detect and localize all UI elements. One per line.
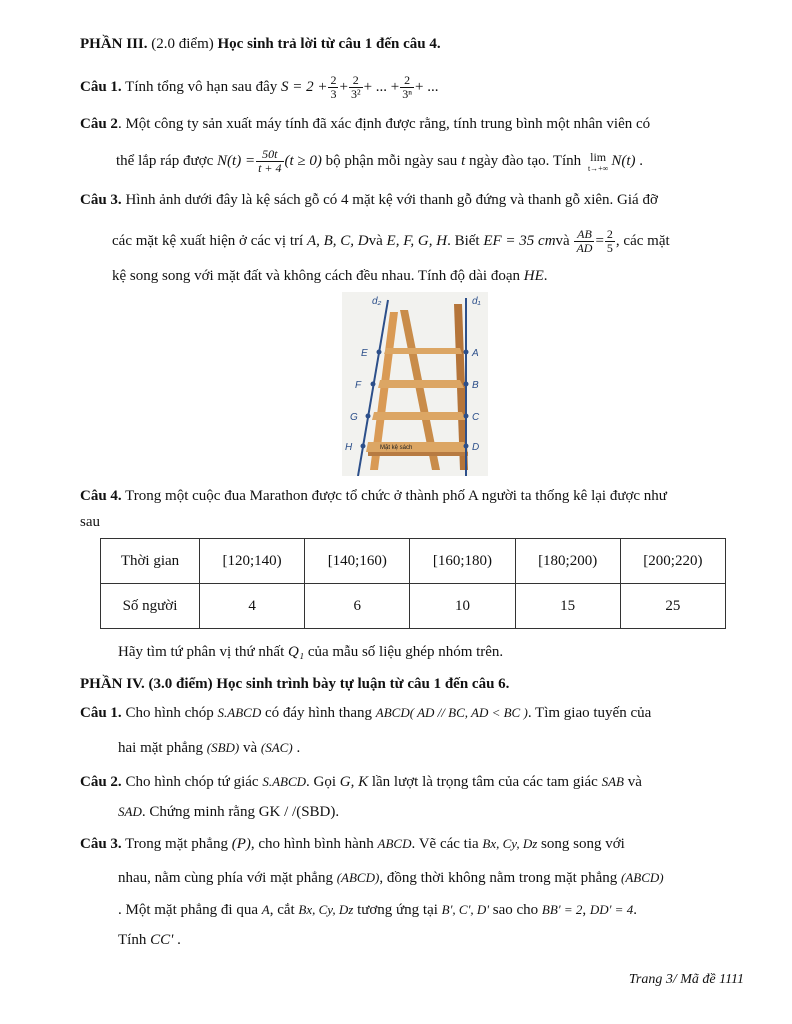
question-text: lần lượt là trọng tâm của các tam giác — [371, 774, 598, 790]
domain-condition: (t ≥ 0) — [284, 152, 322, 169]
question-2-line-1 — [80, 114, 650, 134]
question-text: . Một mặt phẳng đi qua — [118, 902, 258, 918]
conjunction: và — [627, 774, 642, 790]
points-gk: G, K — [339, 774, 369, 790]
question-text: hai mặt phẳng — [118, 740, 203, 756]
p4-question-3-line-3 — [118, 900, 637, 920]
question-text: Tính — [118, 932, 147, 948]
question-4-line-1 — [80, 486, 667, 506]
p4-question-1-line-2 — [118, 738, 300, 758]
conjunction: và — [242, 740, 258, 756]
parallelogram-name: ABCD — [377, 836, 412, 851]
trapezoid-condition: ABCD( AD // BC, AD < BC ) — [375, 705, 528, 720]
triangle-sad: SAD — [118, 804, 142, 819]
segment-he: HE — [523, 268, 544, 284]
series-dots: + ... + — [363, 78, 400, 95]
table-cell: [160;180) — [410, 539, 515, 584]
question-text: có đáy hình thang — [264, 705, 373, 721]
label-d1: d₁ — [472, 296, 481, 307]
label-H: H — [345, 442, 353, 453]
question-3-line-3 — [112, 266, 548, 286]
punctuation: . — [296, 740, 301, 756]
function-fraction: $\frac{50t}{t + 4}$ — [258, 147, 282, 175]
table-row — [101, 584, 726, 629]
question-text: , cho hình bình hành — [250, 836, 374, 852]
question-text: , cắt — [269, 902, 295, 918]
fraction-term-2: $\frac{2}{\text{3²}}$ — [350, 73, 361, 101]
question-text: tương ứng tại — [357, 902, 438, 918]
limit-operator: lim t→+∞ — [587, 149, 609, 173]
punctuation: . — [177, 932, 181, 948]
triangle-sab: SAB — [601, 774, 624, 789]
limit-function: N(t) — [611, 152, 636, 169]
table-cell: [120;140) — [200, 539, 305, 584]
function-name: N(t) = — [217, 152, 256, 169]
part3-heading — [80, 34, 441, 54]
punctuation: . — [639, 152, 644, 169]
table-cell: 4 — [200, 584, 305, 629]
question-label: Câu 1. — [80, 78, 122, 95]
page-footer: Trang 3/ Mã đề 1111 — [628, 972, 744, 987]
part3-points: (2.0 điểm) — [151, 36, 214, 52]
variable-t: t — [461, 152, 466, 169]
rays: Bx, Cy, Dz — [298, 902, 354, 917]
fraction-term-n: $\frac{2}{\text{3ⁿ}}$ — [402, 73, 413, 101]
bookshelf-figure — [342, 292, 488, 476]
bb-length: BB' = 2 — [541, 902, 583, 917]
label-A: A — [472, 348, 479, 359]
question-text: Trong mặt phẳng — [125, 836, 228, 852]
p4-question-1-line-1 — [80, 703, 651, 723]
question-text: Hình ảnh dưới đây là kệ sách gỗ có 4 mặt kệ với thanh gỗ đứng và thanh gỗ xiên. Giá đỡ — [125, 192, 658, 208]
table-cell: [200;220) — [620, 539, 725, 584]
question-text: các mặt kệ xuất hiện ở các vị trí — [112, 232, 304, 249]
bookshelf-illustration — [342, 292, 488, 476]
question-text: song song với — [541, 836, 625, 852]
part4-heading — [80, 674, 509, 694]
question-text: kệ song song với mặt đất và không cách đều nhau. Tính độ dài đoạn — [112, 268, 520, 284]
plane-p: (P) — [231, 836, 251, 852]
question-text: ngày đào tạo. Tính — [468, 152, 582, 169]
ef-length: EF = 35 cm — [483, 232, 556, 249]
question-text: . Biết — [447, 232, 480, 249]
p4-question-2-line-2 — [118, 802, 339, 822]
label-F: F — [355, 380, 362, 391]
ratio-value: $\frac{2}{5}$ — [606, 227, 613, 255]
question-label: Câu 1. — [80, 705, 122, 721]
question-4-task — [118, 642, 503, 662]
plane-sbd: (SBD) — [206, 740, 240, 755]
question-text: , các mặt — [615, 232, 670, 249]
point-a: A — [261, 902, 270, 917]
table-header-time: Thời gian — [101, 539, 200, 584]
points-bcd-prime: B', C', D' — [441, 902, 490, 917]
question-label: Câu 4. — [80, 488, 122, 504]
p4-question-3-line-1 — [80, 834, 625, 854]
shelf-3 — [372, 412, 466, 420]
question-label: Câu 2. — [80, 774, 122, 790]
question-4-line-2: sau — [80, 514, 100, 530]
question-text: Cho hình chóp tứ giác — [125, 774, 259, 790]
plane-sac: (SAC) — [260, 740, 293, 755]
question-text: Tính tổng vô hạn sau đây — [125, 78, 278, 95]
quartile-symbol: Q₁ — [288, 644, 305, 660]
p4-question-2-line-1 — [80, 772, 642, 792]
punctuation: . — [633, 902, 637, 918]
question-1: Câu 1. Tính tổng vô hạn sau đây S = 2 + $\frac{2}{3}$ + $\frac{2}{\text{3²}}$ + ... + $\frac{2}{\text{3ⁿ}}$ + ... — [80, 73, 439, 101]
question-label: Câu 3. — [80, 836, 122, 852]
series-lhs: S = 2 + — [280, 78, 328, 95]
segment-cc: CC' — [150, 932, 174, 948]
punctuation: . — [543, 268, 548, 284]
table-cell: [140;160) — [305, 539, 410, 584]
question-3-line-1 — [80, 190, 658, 210]
question-text: . Một công ty sản xuất máy tính đã xác định được rằng, tính trung bình một nhân viên có — [117, 116, 651, 132]
question-text: bộ phận mỗi ngày sau — [325, 152, 458, 169]
question-text: nhau, nằm cùng phía với mặt phẳng — [118, 870, 333, 886]
question-text: . Chứng minh rằng GK / /(SBD). — [141, 804, 340, 820]
question-text: của mẫu số liệu ghép nhóm trên. — [307, 644, 504, 660]
dd-length: DD' = 4 — [589, 902, 634, 917]
punctuation: , — [582, 902, 587, 918]
question-2-line-2 — [116, 148, 643, 175]
conjunction: và — [555, 232, 570, 249]
part4-title: PHẦN IV. (3.0 điểm) Học sinh trình bày tự luận từ câu 1 đến câu 6. — [80, 676, 510, 692]
question-text: Cho hình chóp — [125, 705, 214, 721]
table-row — [101, 539, 726, 584]
p4-question-3-line-4 — [118, 930, 181, 950]
question-text: sao cho — [492, 902, 539, 918]
question-label: Câu 2 — [80, 116, 118, 132]
label-C: C — [472, 412, 480, 423]
question-text: Trong một cuộc đua Marathon được tổ chức ở thành phố A người ta thống kê lại được như — [125, 488, 667, 504]
frequency-table — [100, 538, 726, 629]
equals: = — [595, 232, 604, 249]
table-header-count: Số người — [101, 584, 200, 629]
series-tail: + ... — [415, 78, 439, 95]
shelf-1 — [384, 348, 462, 354]
part3-label: PHẦN III. — [80, 36, 148, 52]
question-label: Câu 3. — [80, 192, 122, 208]
plane-abcd: (ABCD) — [336, 870, 380, 885]
table-cell: 15 — [515, 584, 620, 629]
plane-abcd: (ABCD) — [620, 870, 664, 885]
rays: Bx, Cy, Dz — [482, 836, 538, 851]
question-text: Hãy tìm tứ phân vị thứ nhất — [118, 644, 285, 660]
points-abcd: A, B, C, D — [306, 232, 369, 249]
fraction-term-1: $\frac{2}{3}$ — [330, 73, 337, 101]
label-E: E — [361, 348, 368, 359]
question-text: thể lắp ráp được — [116, 152, 214, 169]
question-text: . Vẽ các tia — [411, 836, 479, 852]
label-B: B — [472, 380, 479, 391]
points-efgh: E, F, G, H — [386, 232, 448, 249]
pyramid-name: S.ABCD — [262, 774, 307, 789]
shelf-caption: Mặt kệ sách — [380, 445, 413, 451]
question-3-line-2 — [112, 228, 670, 255]
question-text: . Gọi — [306, 774, 337, 790]
table-cell: 10 — [410, 584, 515, 629]
table-cell: 25 — [620, 584, 725, 629]
table-cell: [180;200) — [515, 539, 620, 584]
shelf-2 — [378, 380, 464, 388]
question-text: . Tìm giao tuyến của — [527, 705, 652, 721]
question-text: , đồng thời không nằm trong mặt phẳng — [379, 870, 618, 886]
label-G: G — [350, 412, 358, 423]
label-D: D — [472, 442, 480, 453]
ratio-ab-ad: $\frac{AB}{AD}$ — [576, 227, 593, 255]
part3-instruction: Học sinh trả lời từ câu 1 đến câu 4. — [217, 36, 441, 52]
conjunction: và — [368, 232, 383, 249]
table-cell: 6 — [305, 584, 410, 629]
pyramid-name: S.ABCD — [217, 705, 262, 720]
p4-question-3-line-2 — [118, 868, 664, 888]
label-d2: d₂ — [372, 296, 382, 307]
